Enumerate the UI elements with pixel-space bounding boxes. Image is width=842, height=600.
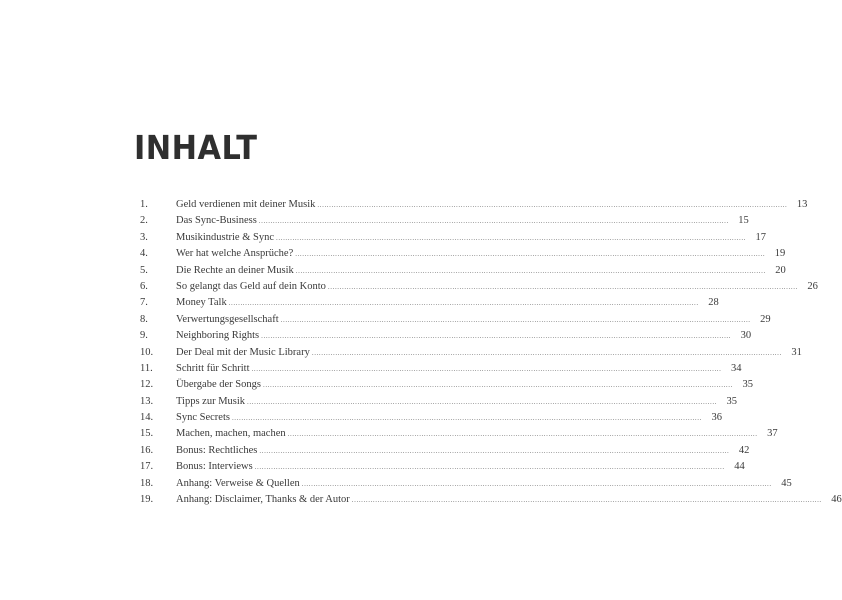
toc-entry-line: [176, 426, 778, 442]
toc-entry-number: 13.: [140, 395, 154, 407]
toc-entry-number: 10.: [140, 346, 154, 358]
toc-entry-line: [176, 345, 802, 361]
dot-leader: ........................................................................................................................................................................................................: [247, 397, 718, 406]
toc-entry-number: 9.: [140, 330, 148, 342]
toc-entry: [140, 312, 771, 328]
toc-entry-page-number: 35: [726, 395, 738, 407]
toc-entry-number: 2.: [140, 215, 148, 227]
toc-entry: [140, 197, 808, 213]
toc-entry-line: [176, 377, 753, 393]
toc-entry-title: Bonus: Rechtliches: [176, 444, 258, 456]
dot-leader: ........................................................................................................................................................................................................: [317, 201, 788, 209]
dot-leader: ........................................................................................................................................................................................................: [327, 282, 798, 291]
toc-entry: [140, 443, 750, 459]
toc-entry: [140, 213, 749, 229]
toc-entry-page-number: 36: [711, 412, 722, 424]
toc-entry-line: [176, 279, 818, 295]
toc-entry-page-number: 34: [731, 362, 742, 374]
dot-leader: ........................................................................................................................................................................................................: [262, 381, 733, 390]
toc-entry: [140, 263, 786, 279]
toc-entry-line: [176, 197, 808, 213]
toc-entry-title: Die Rechte an deiner Musik: [176, 264, 294, 276]
toc-entry-number: 8.: [140, 313, 148, 325]
toc-entry-number: 7.: [140, 297, 148, 309]
toc-entry-number: 16.: [140, 444, 154, 456]
toc-entry-title: Schritt für Schritt: [176, 362, 250, 374]
dot-leader: ........................................................................................................................................................................................................: [287, 430, 758, 439]
dot-leader: ........................................................................................................................................................................................................: [301, 479, 772, 488]
toc-entry-line: [176, 263, 786, 279]
toc-entry-line: [176, 295, 719, 311]
toc-entry-page-number: 17: [755, 231, 767, 243]
dot-leader: ........................................................................................................................................................................................................: [295, 250, 766, 259]
toc-entry-page-number: 26: [807, 280, 818, 292]
dot-leader: ........................................................................................................................................................................................................: [280, 315, 751, 324]
toc-entry-page-number: 29: [760, 313, 771, 325]
toc-entry-title: Anhang: Disclaimer, Thanks & der Autor: [176, 494, 350, 506]
toc-entry: [140, 459, 745, 475]
toc-entry-title: Bonus: Interviews: [176, 461, 253, 473]
toc-entry-page-number: 20: [775, 264, 786, 276]
dot-leader: ........................................................................................................................................................................................................: [254, 463, 725, 472]
toc-entry-line: [176, 492, 842, 508]
toc-entry: [140, 328, 752, 344]
table-of-contents: [140, 197, 842, 508]
dot-leader: ........................................................................................................................................................................................................: [261, 332, 732, 341]
toc-entry-number: 6.: [140, 280, 148, 292]
toc-entry: [140, 279, 818, 295]
toc-entry-page-number: 44: [734, 461, 745, 473]
toc-entry: [140, 426, 778, 442]
toc-entry-page-number: 37: [767, 428, 778, 440]
dot-leader: ........................................................................................................................................................................................................: [228, 299, 699, 308]
toc-entry-title: Neighboring Rights: [176, 330, 260, 342]
toc-entry-page-number: 45: [781, 477, 792, 489]
dot-leader: ........................................................................................................................................................................................................: [311, 348, 782, 357]
toc-entry-title: Übergabe der Songs: [176, 379, 261, 391]
toc-entry-title: Der Deal mit der Music Library: [176, 346, 310, 358]
toc-entry-line: [176, 328, 752, 344]
page-title: INHALT: [134, 128, 258, 167]
toc-entry: [140, 377, 753, 393]
toc-entry-page-number: 42: [738, 444, 750, 456]
toc-entry-number: 5.: [140, 264, 148, 276]
toc-entry-number: 1.: [140, 199, 148, 210]
toc-entry-line: [176, 312, 771, 328]
toc-entry: [140, 230, 767, 246]
toc-entry: [140, 295, 719, 311]
toc-entry-title: So gelangt das Geld auf dein Konto: [176, 280, 326, 292]
toc-entry: [140, 361, 742, 377]
toc-entry-title: Money Talk: [176, 297, 227, 309]
toc-entry-page-number: 46: [831, 494, 842, 506]
toc-entry-number: 12.: [140, 379, 154, 391]
toc-entry-title: Das Sync-Business: [176, 215, 257, 227]
dot-leader: ........................................................................................................................................................................................................: [231, 414, 702, 423]
toc-entry-title: Anhang: Verweise & Quellen: [176, 477, 300, 489]
toc-entry-title: Verwertungsgesellschaft: [176, 313, 279, 325]
dot-leader: ........................................................................................................................................................................................................: [351, 496, 822, 505]
toc-entry-number: 3.: [140, 231, 148, 243]
toc-entry-number: 18.: [140, 477, 154, 489]
toc-entry: [140, 246, 786, 262]
toc-entry-number: 14.: [140, 412, 154, 424]
dot-leader: ........................................................................................................................................................................................................: [258, 217, 729, 226]
toc-entry-page-number: 31: [791, 346, 802, 358]
dot-leader: ........................................................................................................................................................................................................: [276, 233, 747, 242]
toc-entry-line: [176, 230, 767, 246]
toc-entry-title: Sync Secrets: [176, 412, 230, 424]
toc-entry-line: [176, 213, 749, 229]
toc-entry-number: 17.: [140, 461, 154, 473]
dot-leader: ........................................................................................................................................................................................................: [251, 364, 722, 373]
toc-entry-title: Geld verdienen mit deiner Musik: [176, 199, 316, 210]
toc-entry-line: [176, 459, 745, 475]
toc-entry-line: [176, 410, 722, 426]
toc-entry-line: [176, 476, 792, 492]
toc-entry-line: [176, 443, 750, 459]
toc-entry-page-number: 28: [708, 297, 719, 309]
toc-entry-line: [176, 394, 738, 410]
dot-leader: ........................................................................................................................................................................................................: [259, 446, 730, 455]
toc-entry-title: Machen, machen, machen: [176, 428, 286, 440]
toc-entry-title: Musikindustrie & Sync: [176, 231, 275, 243]
toc-entry-page-number: 13: [796, 199, 808, 210]
toc-entry: [140, 410, 722, 426]
dot-leader: ........................................................................................................................................................................................................: [295, 266, 766, 275]
toc-entry-number: 19.: [140, 494, 154, 506]
toc-entry-number: 15.: [140, 428, 154, 440]
toc-entry-line: [176, 361, 742, 377]
toc-entry-page-number: 35: [742, 379, 753, 391]
toc-entry: [140, 476, 792, 492]
toc-entry-line: [176, 246, 786, 262]
toc-entry: [140, 345, 802, 361]
toc-entry: [140, 394, 738, 410]
toc-entry-page-number: 30: [740, 330, 752, 342]
toc-entry-number: 11.: [140, 362, 153, 374]
toc-entry-title: Tipps zur Musik: [176, 395, 246, 407]
toc-entry-page-number: 19: [774, 248, 786, 260]
toc-entry-number: 4.: [140, 248, 148, 260]
toc-entry-page-number: 15: [738, 215, 749, 227]
toc-entry-title: Wer hat welche Ansprüche?: [176, 248, 294, 260]
toc-entry: [140, 492, 842, 508]
